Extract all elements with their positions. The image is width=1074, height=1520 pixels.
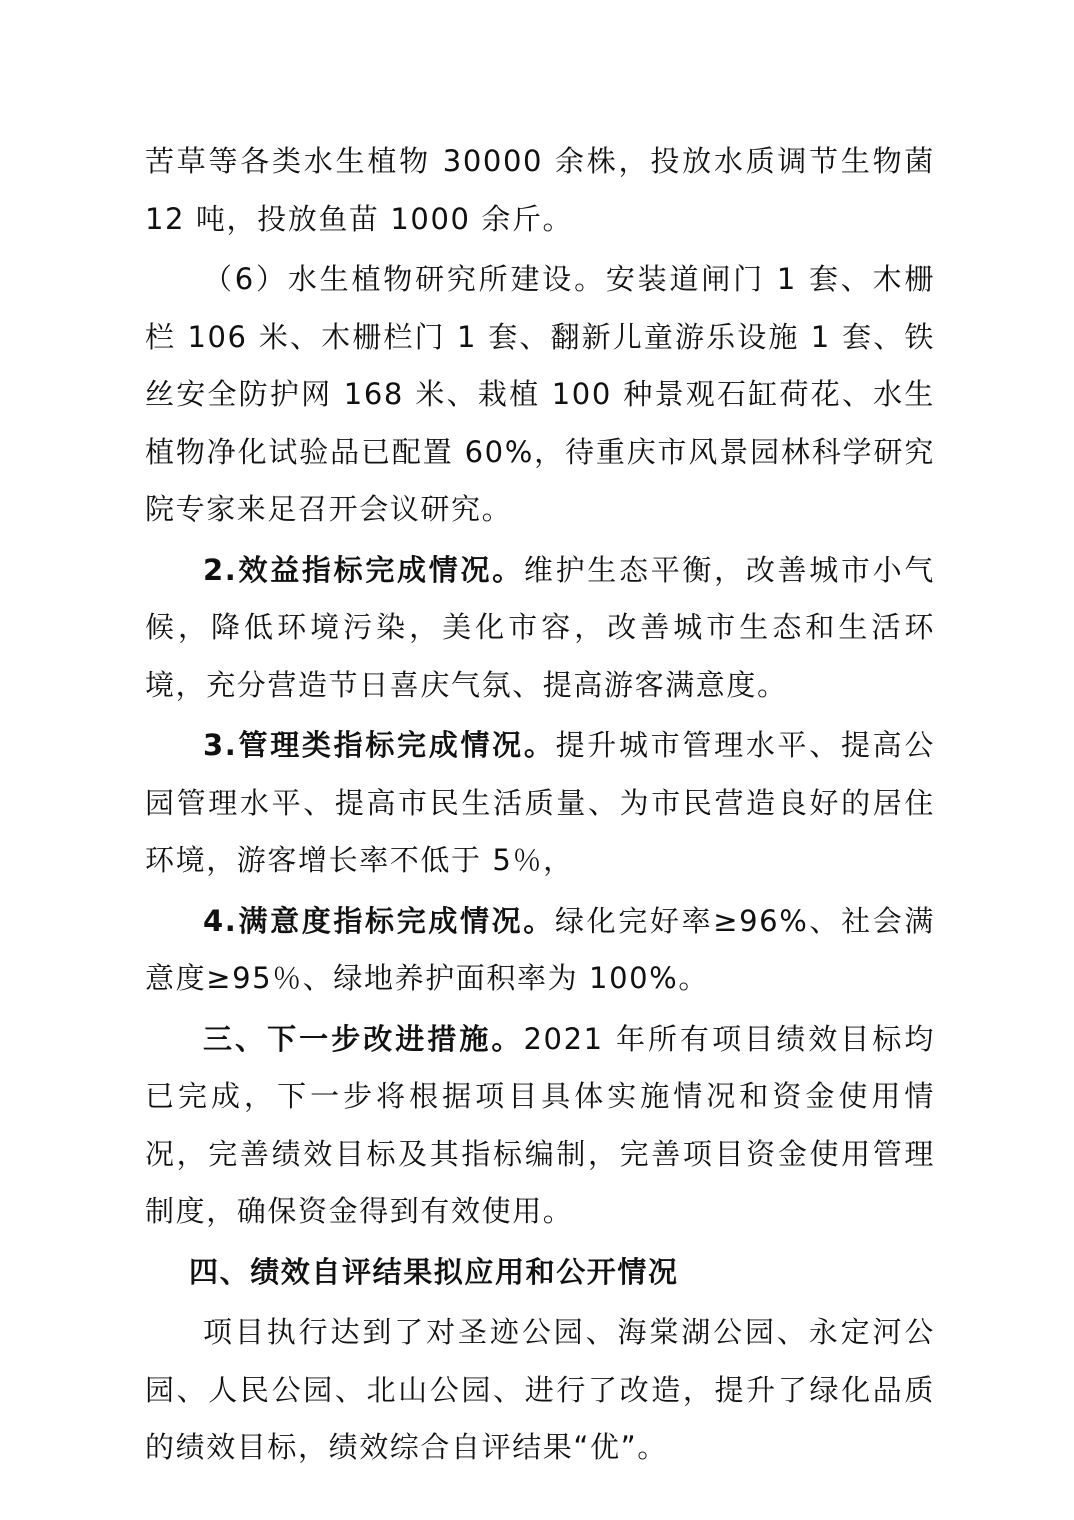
paragraph-text: 绿化完好率≥96%、社会满意度≥95％、绿地养护面积率为 100%。 bbox=[145, 903, 935, 995]
paragraph-research-institute bbox=[145, 251, 935, 539]
paragraph-self-evaluation-result bbox=[145, 1304, 935, 1477]
paragraph-heading: 三、下一步改进措施。 bbox=[203, 1021, 524, 1056]
section-heading: 四、绩效自评结果拟应用和公开情况 bbox=[189, 1254, 679, 1289]
paragraph-text: 提升城市管理水平、提高公园管理水平、提高市民生活质量、为市民营造良好的居住环境，游客增长率不低于 5％， bbox=[145, 728, 935, 877]
paragraph-heading: 4.满意度指标完成情况。 bbox=[203, 903, 555, 938]
paragraph-improvement-measures bbox=[145, 1011, 935, 1241]
document-body bbox=[145, 133, 935, 1480]
paragraph-satisfaction-indicators bbox=[145, 893, 935, 1008]
paragraph-text: （6）水生植物研究所建设。安装道闸门 1 套、木栅栏 106 米、木栅栏门 1 套、翻新儿童游乐设施 1 套、铁丝安全防护网 168 米、栽植 100 种景观石缸荷花、水生植物净化试验品已配置 60%，待重庆市风景园林科学研究院专家来足召开会议研究。 bbox=[145, 262, 935, 526]
paragraph-text: 苦草等各类水生植物 30000 余株，投放水质调节生物菌 12 吨，投放鱼苗 1000 余斤。 bbox=[145, 144, 935, 236]
paragraph-text: 维护生态平衡，改善城市小气候，降低环境污染，美化市容，改善城市生态和生活环境，充分营造节日喜庆气氛、提高游客满意度。 bbox=[145, 552, 935, 702]
paragraph-management-indicators bbox=[145, 717, 935, 890]
paragraph-heading: 3.管理类指标完成情况。 bbox=[203, 728, 556, 762]
paragraph-benefit-indicators bbox=[145, 542, 935, 715]
paragraph-text: 项目执行达到了对圣迹公园、海棠湖公园、永定河公园、人民公园、北山公园、进行了改造，提升了绿化品质的绩效目标，绩效综合自评结果“优”。 bbox=[145, 1315, 935, 1464]
paragraph-heading: 2.效益指标完成情况。 bbox=[203, 552, 524, 587]
paragraph-aquatic-plants-continuation bbox=[145, 133, 935, 248]
paragraph-text: 2021 年所有项目绩效目标均已完成，下一步将根据项目具体实施情况和资金使用情况，完善绩效目标及其指标编制，完善项目资金使用管理制度，确保资金得到有效使用。 bbox=[145, 1021, 935, 1228]
